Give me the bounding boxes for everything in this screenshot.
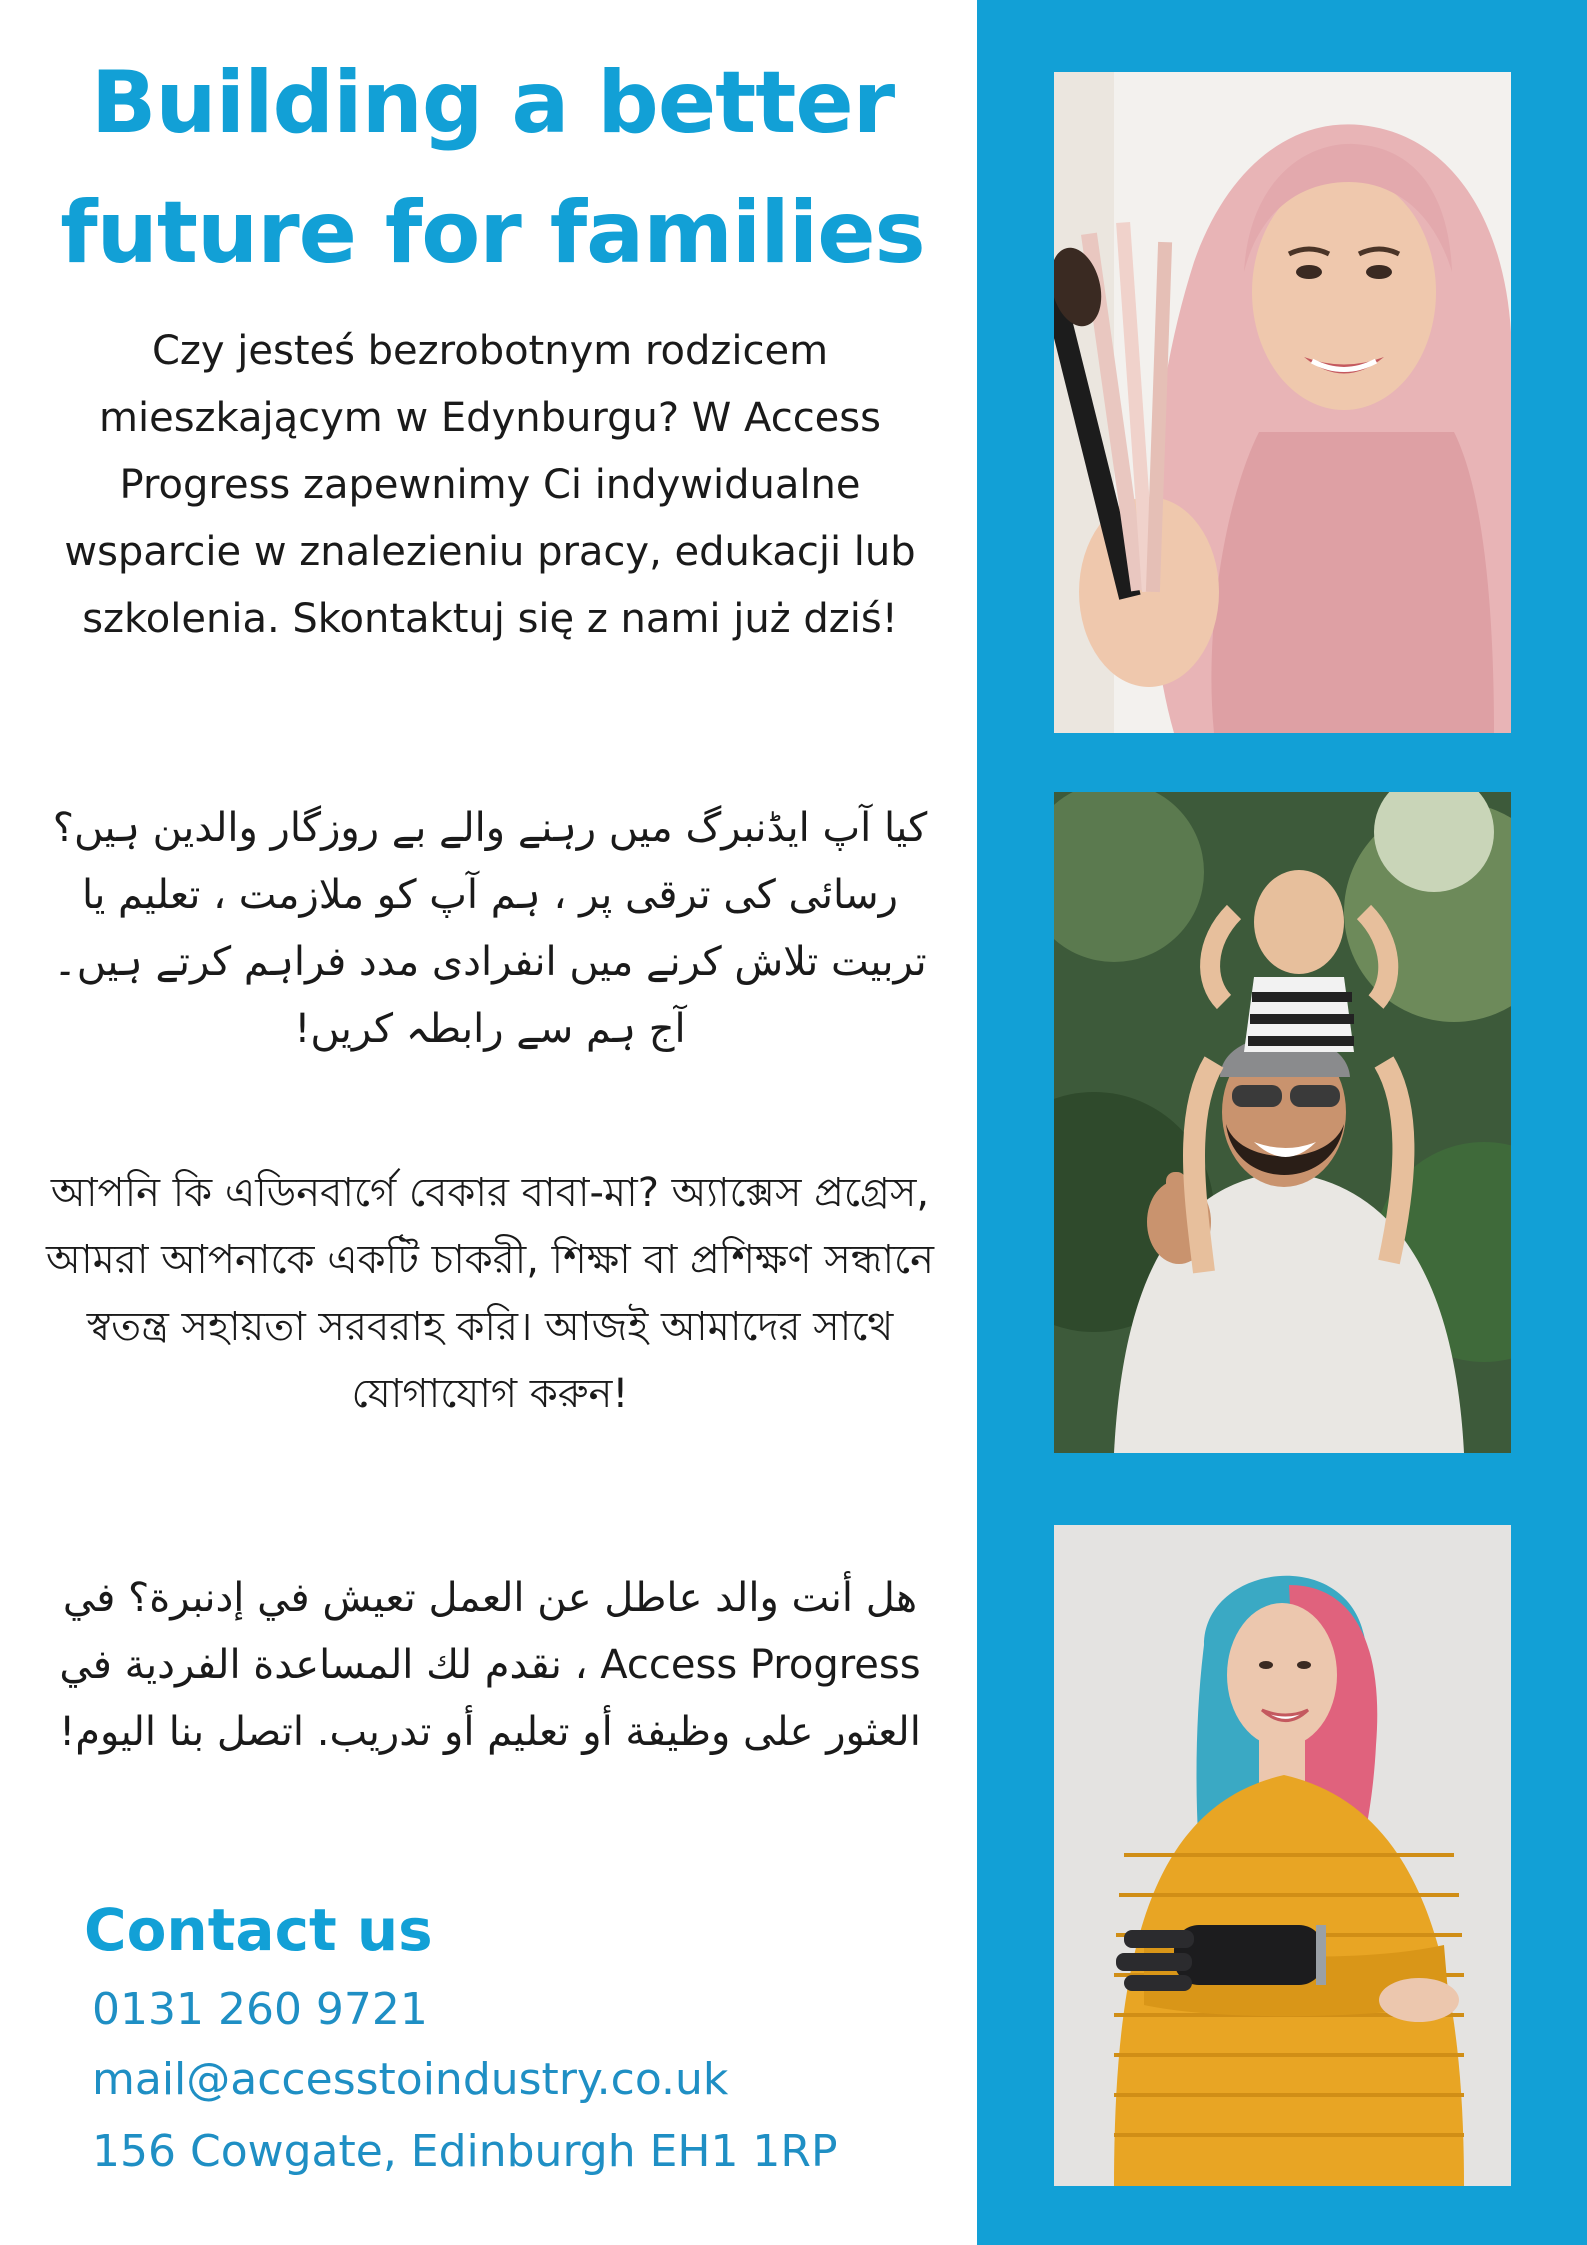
polish-paragraph: Czy jesteś bezrobotnym rodzicem mieszkającym w Edynburgu? W Access Progress zapewnimy Ci indywidualne wsparcie w znalezieniu pracy, edukacji lub szkolenia. Skontaktuj się z nami już dziś! <box>64 328 916 642</box>
arabic-paragraph: هل أنت والد عاطل عن العمل تعيش في إدنبرة؟ في Access Progress ، نقدم لك المساعدة الفردية في العثور على وظيفة أو تعليم أو تدريب. اتصل بنا اليوم! <box>59 1575 921 1755</box>
contact-address: 156 Cowgate, Edinburgh EH1 1RP <box>92 2126 838 2177</box>
poster-title: Building a better future for families <box>60 53 925 283</box>
photo-woman-hijab-makeup-brushes <box>1054 72 1511 733</box>
photo-woman-colorful-hair-prosthetic <box>1054 1525 1511 2186</box>
contact-phone: 0131 260 9721 <box>92 1984 428 2035</box>
contact-heading: Contact us <box>84 1896 433 1964</box>
urdu-paragraph: کیا آپ ایڈنبرگ میں رہنے والے بے روزگار والدین ہیں؟ رسائی کی ترقی پر ، ہم آپ کو ملازمت ، تعلیم یا تربیت تلاش کرنے میں انفرادی مدد فراہم کرتے ہیں۔ آج ہم سے رابطہ کریں! <box>52 805 928 1052</box>
contact-email: mail@accesstoindustry.co.uk <box>92 2054 729 2105</box>
bengali-paragraph: আপনি কি এডিনবার্গে বেকার বাবা-মা? অ্যাক্সেস প্রগ্রেস, আমরা আপনাকে একটি চাকরী, শিক্ষা বা প্রশিক্ষণ সন্ধানে স্বতন্ত্র সহায়তা সরবরাহ করি। আজই আমাদের সাথে যোগাযোগ করুন! <box>46 1170 934 1417</box>
photo-father-child-on-shoulders <box>1054 792 1511 1453</box>
blue-side-panel <box>977 0 1587 2245</box>
